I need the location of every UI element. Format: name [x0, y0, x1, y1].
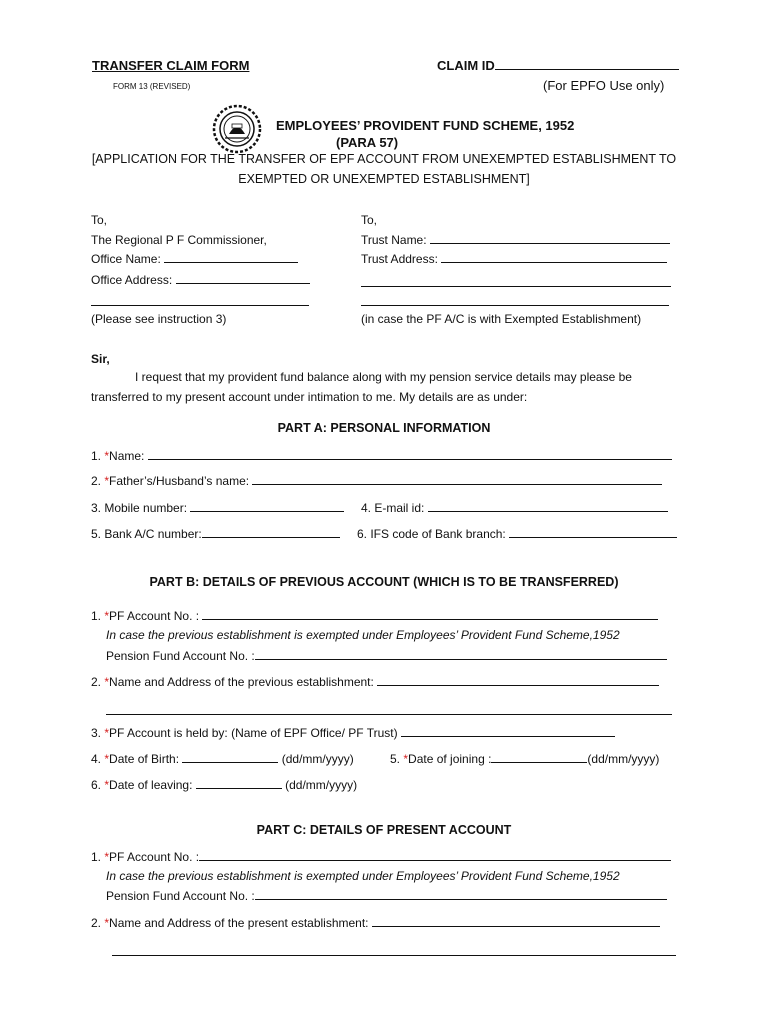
part-b-held-by-row: 3. *PF Account is held by: (Name of EPF Office/ PF Trust) — [91, 726, 615, 740]
previous-establishment-line-2[interactable] — [106, 714, 672, 715]
form-number: FORM 13 (REVISED) — [113, 82, 191, 91]
instruction-note: (Please see instruction 3) — [91, 312, 227, 326]
dob-field[interactable] — [182, 752, 278, 763]
part-a-father-row: 2. *Father’s/Husband’s name: — [91, 474, 662, 488]
part-c-pension-row: Pension Fund Account No. : — [106, 889, 667, 903]
part-a-name-row: 1. *Name: — [91, 449, 672, 463]
scheme-title: EMPLOYEES’ PROVIDENT FUND SCHEME, 1952 — [276, 118, 575, 133]
father-husband-field[interactable] — [252, 474, 662, 485]
letter-line-1: I request that my provident fund balance along with my pension service details may please be — [135, 370, 632, 384]
part-c-heading: PART C: DETAILS OF PRESENT ACCOUNT — [256, 823, 512, 837]
claim-id-field[interactable] — [495, 59, 679, 70]
part-a-email-row: 4. E-mail id: — [361, 501, 668, 515]
part-b-dob-row: 4. *Date of Birth: (dd/mm/yyyy) — [91, 752, 354, 766]
office-address-label: Office Address: — [91, 273, 310, 287]
previous-pension-account-field[interactable] — [255, 649, 667, 660]
name-field[interactable] — [148, 449, 672, 460]
trust-name-label: Trust Name: — [361, 233, 670, 247]
present-pf-account-field[interactable] — [199, 850, 671, 861]
email-field[interactable] — [428, 501, 668, 512]
doj-field[interactable] — [491, 752, 587, 763]
part-a-ifsc-row: 6. IFS code of Bank branch: — [357, 527, 677, 541]
application-line-1: [APPLICATION FOR THE TRANSFER OF EPF ACCOUNT FROM UNEXEMPTED ESTABLISHMENT TO — [91, 152, 677, 166]
part-b-establishment-row: 2. *Name and Address of the previous establishment: — [91, 675, 659, 689]
dol-field[interactable] — [196, 778, 282, 789]
present-establishment-line-2[interactable] — [112, 955, 676, 956]
trust-address-line-3[interactable] — [361, 305, 669, 306]
office-address-field[interactable] — [176, 273, 310, 284]
part-b-pf-row: 1. *PF Account No. : — [91, 609, 658, 623]
present-establishment-field[interactable] — [372, 916, 660, 927]
part-b-doj-row: 5. *Date of joining : (dd/mm/yyyy) — [390, 752, 660, 766]
claim-id-label: CLAIM ID — [437, 58, 679, 73]
scheme-para: (PARA 57) — [336, 135, 399, 150]
previous-establishment-field[interactable] — [377, 675, 659, 686]
part-b-pension-row: Pension Fund Account No. : — [106, 649, 667, 663]
to-left-label: To, — [91, 213, 108, 227]
epfo-emblem-icon — [212, 104, 262, 154]
exempted-note: (in case the PF A/C is with Exempted Establishment) — [361, 312, 642, 326]
trust-address-line-2[interactable] — [361, 286, 671, 287]
form-title: TRANSFER CLAIM FORM — [92, 58, 250, 73]
previous-pf-account-field[interactable] — [202, 609, 658, 620]
part-c-exempt-note: In case the previous establishment is exempted under Employees’ Provident Fund Scheme,1952 — [106, 869, 620, 883]
office-address-line-2[interactable] — [91, 305, 309, 306]
bank-account-field[interactable] — [202, 527, 340, 538]
part-a-bank-row: 5. Bank A/C number: — [91, 527, 340, 541]
part-c-pf-row: 1. *PF Account No. : — [91, 850, 671, 864]
part-b-exempt-note: In case the previous establishment is exempted under Employees’ Provident Fund Scheme,1952 — [106, 628, 620, 642]
salutation: Sir, — [91, 352, 110, 366]
part-b-dol-row: 6. *Date of leaving: (dd/mm/yyyy) — [91, 778, 358, 792]
office-name-label: Office Name: — [91, 252, 298, 266]
present-pension-account-field[interactable] — [255, 889, 667, 900]
commissioner-label: The Regional P F Commissioner, — [91, 233, 267, 247]
letter-line-2: transferred to my present account under intimation to me. My details are as under: — [91, 390, 528, 404]
trust-address-field[interactable] — [441, 252, 667, 263]
application-line-2: EXEMPTED OR UNEXEMPTED ESTABLISHMENT] — [238, 172, 530, 186]
trust-address-label: Trust Address: — [361, 252, 667, 266]
part-b-heading: PART B: DETAILS OF PREVIOUS ACCOUNT (WHICH IS TO BE TRANSFERRED) — [149, 575, 619, 589]
part-a-heading: PART A: PERSONAL INFORMATION — [277, 421, 491, 435]
part-a-mobile-row: 3. Mobile number: — [91, 501, 344, 515]
office-name-field[interactable] — [164, 252, 298, 263]
epfo-use-note: (For EPFO Use only) — [543, 78, 665, 93]
held-by-field[interactable] — [401, 726, 615, 737]
part-c-establishment-row: 2. *Name and Address of the present establishment: — [91, 916, 660, 930]
mobile-field[interactable] — [190, 501, 344, 512]
ifsc-field[interactable] — [509, 527, 677, 538]
to-right-label: To, — [361, 213, 378, 227]
trust-name-field[interactable] — [430, 233, 670, 244]
